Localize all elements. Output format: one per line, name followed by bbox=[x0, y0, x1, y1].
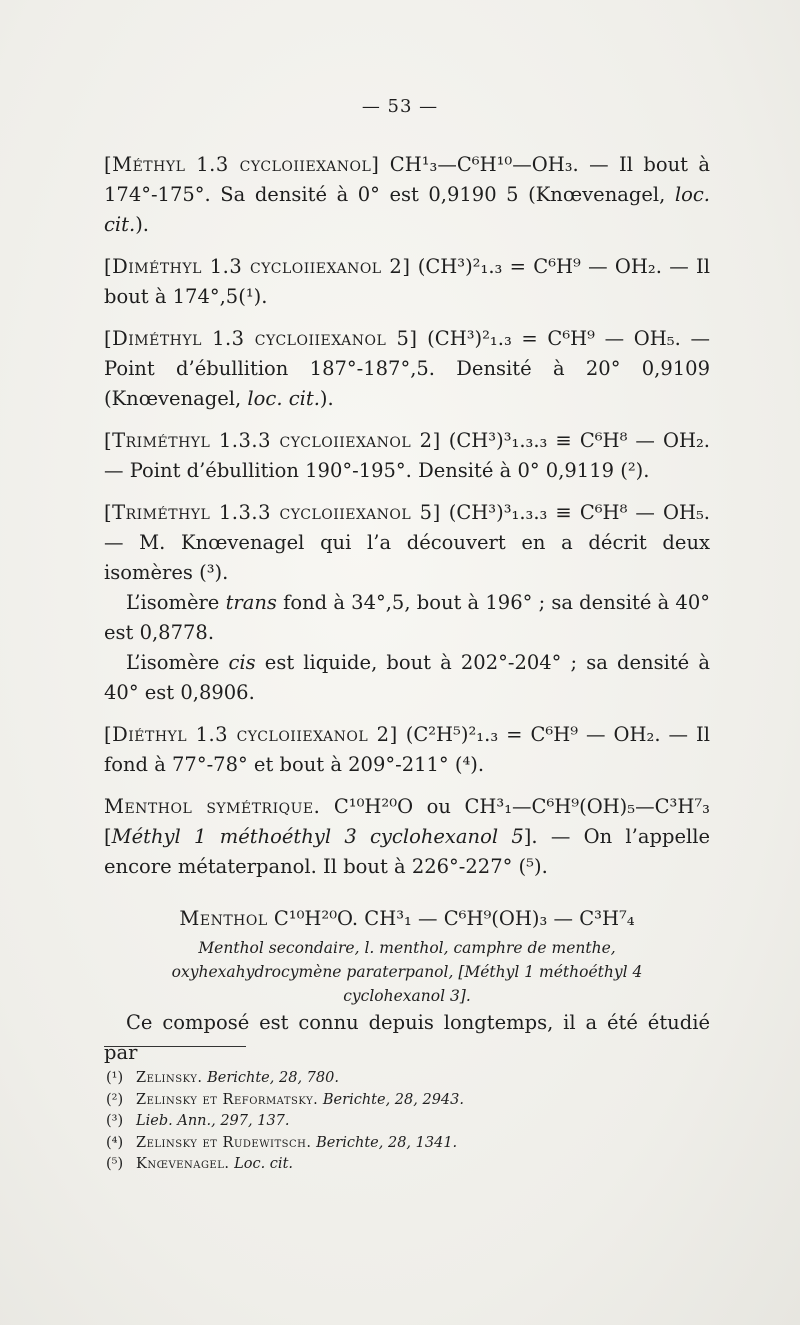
isomer-word: trans bbox=[225, 591, 277, 614]
footnote-number: (¹) bbox=[106, 1070, 124, 1086]
footnote-number: (⁴) bbox=[106, 1134, 124, 1151]
text-part: fond à 34°,5, bout à 196° ; sa densité à 40° est 0,8778. bbox=[104, 591, 710, 644]
page-number: — 53 — bbox=[361, 96, 439, 117]
footnote bbox=[106, 1090, 626, 1112]
footnote-rule bbox=[104, 1046, 246, 1047]
compound-name: [Méthyl 1.3 cycloiiexanol] bbox=[104, 153, 380, 176]
footnotes bbox=[106, 1068, 626, 1176]
footnote-journal: Loc. cit. bbox=[234, 1156, 294, 1172]
entry-dimethyl-2 bbox=[104, 252, 710, 312]
footnote-author: Zelinsky. bbox=[136, 1070, 203, 1086]
cis-isomer-paragraph bbox=[104, 648, 710, 708]
formula: C¹⁰H²⁰O ou CH³₁—C⁶H⁹(OH)₅—C³H⁷₃ [ bbox=[104, 795, 710, 848]
text-part: est liquide, bout à 202°-204° ; sa densité à 40° est 0,8906. bbox=[104, 651, 710, 704]
compound-name: [Diéthyl 1.3 cycloiiexanol 2] bbox=[104, 723, 398, 746]
isomer-word: cis bbox=[228, 651, 256, 674]
footnote-journal: Berichte bbox=[316, 1134, 379, 1151]
footnote bbox=[106, 1111, 626, 1133]
entry-tail: ). bbox=[135, 213, 150, 236]
footnote-ref: , 28, 780. bbox=[269, 1070, 339, 1086]
citation: loc. cit. bbox=[247, 387, 320, 410]
footnote-number: (⁵) bbox=[106, 1156, 124, 1172]
entry-methyl-cyclohexanol bbox=[104, 150, 710, 240]
entry-tail: ). bbox=[319, 387, 334, 410]
entry-text: CH¹₃—C⁶H¹⁰—OH₃. — Il bout à 174°-175°. Sa densité à 0° est 0,9190 5 (Knœvenagel, bbox=[104, 153, 710, 206]
entry-text: (CH³)²₁.₃ = C⁶H⁹ — OH₂. — Il bout à 174°,5(¹). bbox=[104, 255, 710, 308]
citation: loc. cit. bbox=[104, 183, 710, 236]
footnote-author: Zelinsky et Reformatsky. bbox=[136, 1091, 319, 1108]
footnote-number: (²) bbox=[106, 1091, 124, 1108]
closing-line: Ce composé est connu depuis longtemps, il a été étudié par bbox=[104, 1011, 710, 1064]
compound-name: [Diméthyl 1.3 cycloiiexanol 2] bbox=[104, 255, 411, 278]
compound-name: Menthol symétrique. bbox=[104, 795, 321, 818]
heading-name: Menthol bbox=[179, 907, 268, 930]
footnote-ref: , 28, 1341. bbox=[378, 1134, 458, 1151]
compound-name: [Triméthyl 1.3.3 cycloiiexanol 5] bbox=[104, 501, 441, 524]
footnote bbox=[106, 1133, 626, 1155]
main-text bbox=[104, 150, 710, 1068]
compound-name: [Diméthyl 1.3 cycloiiexanol 5] bbox=[104, 327, 418, 350]
heading-formula: C¹⁰H²⁰O. CH³₁ — C⁶H⁹(OH)₃ — C³H⁷₄ bbox=[267, 907, 635, 930]
menthol-heading bbox=[104, 904, 710, 934]
text-part: L’isomère bbox=[126, 651, 229, 674]
footnote-ref: , 28, 2943. bbox=[385, 1091, 464, 1108]
footnote bbox=[106, 1154, 626, 1176]
systematic-name: Méthyl 1 méthoéthyl 3 cyclohexanol 5 bbox=[111, 825, 524, 848]
footnote-journal: Berichte bbox=[207, 1070, 270, 1086]
entry-trimethyl-2 bbox=[104, 426, 710, 486]
footnote bbox=[106, 1068, 626, 1090]
footnote-journal: Lieb. Ann. bbox=[136, 1113, 212, 1129]
trans-isomer-paragraph bbox=[104, 588, 710, 648]
entry-dimethyl-5 bbox=[104, 324, 710, 414]
text-part: L’isomère bbox=[126, 591, 226, 614]
entry-tail: ]. — On l’appelle encore métaterpanol. Il bout à 226°-227° (⁵). bbox=[104, 825, 710, 878]
entry-diethyl bbox=[104, 720, 710, 780]
entry-text: (C²H⁵)²₁.₃ = C⁶H⁹ — OH₂. — Il fond à 77°-78° et bout à 209°-211° (⁴). bbox=[104, 723, 710, 776]
entry-text: (CH³)²₁.₃ = C⁶H⁹ — OH₅. — Point d’ébullition 187°-187°,5. Densité à 20° 0,9109 (Knœvenagel, bbox=[104, 327, 710, 410]
entry-text: (CH³)³₁.₃.₃ ≡ C⁶H⁸ — OH₂. — Point d’ébullition 190°-195°. Densité à 0° 0,9119 (²). bbox=[104, 429, 710, 482]
footnote-journal: Berichte bbox=[322, 1091, 386, 1108]
entry-trimethyl-5 bbox=[104, 498, 710, 588]
menthol-synonyms: Menthol secondaire, l. menthol, camphre de menthe, oxyhexahydrocymène paraterpanol, [Méthyl 1 méthoéthyl 4 cyclohexanol 3]. bbox=[171, 939, 643, 1005]
entry-symmetric-menthol bbox=[104, 792, 710, 882]
entry-text: (CH³)³₁.₃.₃ ≡ C⁶H⁸ — OH₅. — M. Knœvenagel qui l’a découvert en a décrit deux isomères (³). bbox=[104, 501, 710, 584]
footnote-number: (³) bbox=[106, 1113, 124, 1129]
footnote-ref: , 297, 137. bbox=[211, 1113, 290, 1129]
footnote-author: Knœvenagel. bbox=[136, 1156, 230, 1172]
footnote-author: Zelinsky et Rudewitsch. bbox=[136, 1134, 312, 1151]
compound-name: [Triméthyl 1.3.3 cycloiiexanol 2] bbox=[104, 429, 441, 452]
